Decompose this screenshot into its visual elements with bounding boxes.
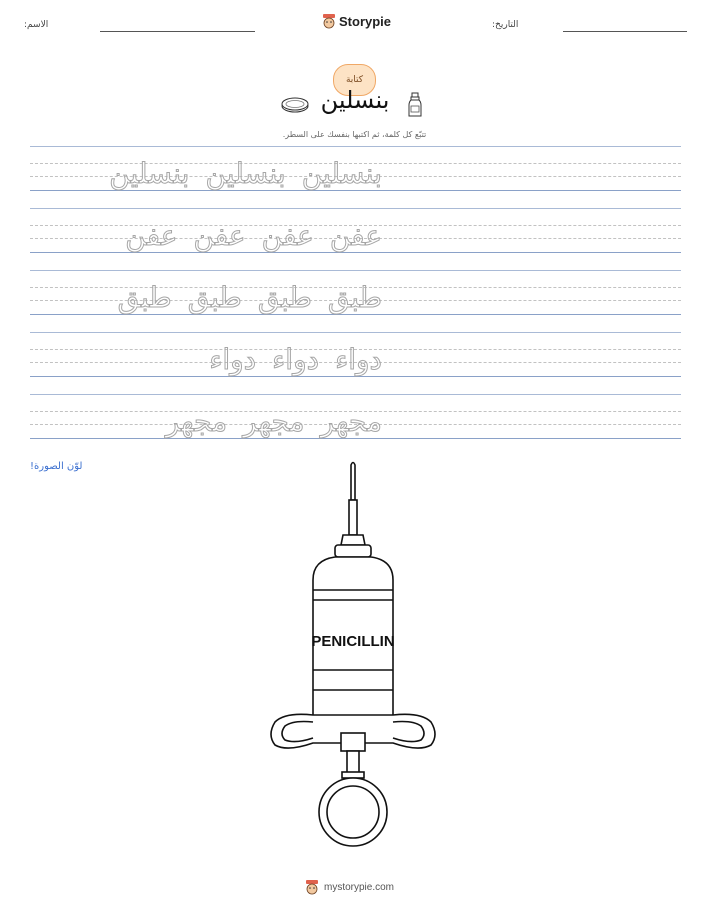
medicine-vial-icon xyxy=(408,92,422,118)
trace-words xyxy=(30,156,390,192)
trace-word: طبق xyxy=(117,281,172,314)
trace-word: مجهر xyxy=(243,405,305,438)
storypie-mascot-icon xyxy=(322,13,336,29)
brand-name: Storypie xyxy=(339,13,392,29)
trace-words xyxy=(30,280,390,316)
tracing-row[interactable] xyxy=(30,146,681,198)
trace-word: طبق xyxy=(187,281,242,314)
storypie-mascot-icon xyxy=(305,879,319,895)
coloring-prompt: لوّن الصورة! xyxy=(30,461,83,472)
instruction-text: تتبّع كل كلمة، ثم اكتبها بنفسك على السطر. xyxy=(282,130,427,139)
trace-word: بنسلين xyxy=(109,157,190,190)
tracing-row[interactable] xyxy=(30,208,681,260)
trace-words xyxy=(30,404,390,440)
footer xyxy=(305,879,394,895)
trace-word: بنسلين xyxy=(205,157,286,190)
tracing-row[interactable] xyxy=(30,270,681,322)
trace-word: دواء xyxy=(272,343,320,376)
guide-line xyxy=(30,208,681,209)
trace-word: دواء xyxy=(209,343,257,376)
tracing-row[interactable] xyxy=(30,332,681,384)
footer-site: mystorypie.com xyxy=(324,881,395,893)
trace-word: عفن xyxy=(261,219,314,252)
trace-word: طبق xyxy=(257,281,312,314)
trace-word: عفن xyxy=(193,219,246,252)
trace-word: عفن xyxy=(329,219,382,252)
date-write-line xyxy=(563,31,687,32)
trace-word: مجهر xyxy=(320,405,382,438)
trace-word: بنسلين xyxy=(301,157,382,190)
writing-badge: كتابة xyxy=(333,64,376,96)
guide-line xyxy=(30,146,681,147)
syringe-label: PENICILLIN xyxy=(311,633,395,650)
guide-line xyxy=(30,270,681,271)
tracing-row[interactable] xyxy=(30,394,681,446)
guide-line xyxy=(30,332,681,333)
trace-words xyxy=(30,342,390,378)
trace-word: طبق xyxy=(327,281,382,314)
trace-word: مجهر xyxy=(165,405,228,438)
trace-words xyxy=(30,218,390,254)
guide-line xyxy=(30,394,681,395)
penicillin-syringe-illustration xyxy=(265,460,445,855)
name-label: الاسم: xyxy=(24,20,49,30)
trace-word: دواء xyxy=(335,343,382,376)
name-write-line xyxy=(100,31,255,32)
page-title: بنسلين xyxy=(320,86,390,114)
date-label: التاريخ: xyxy=(492,20,519,30)
trace-word: عفن xyxy=(125,219,178,252)
brand-logo xyxy=(322,13,391,29)
